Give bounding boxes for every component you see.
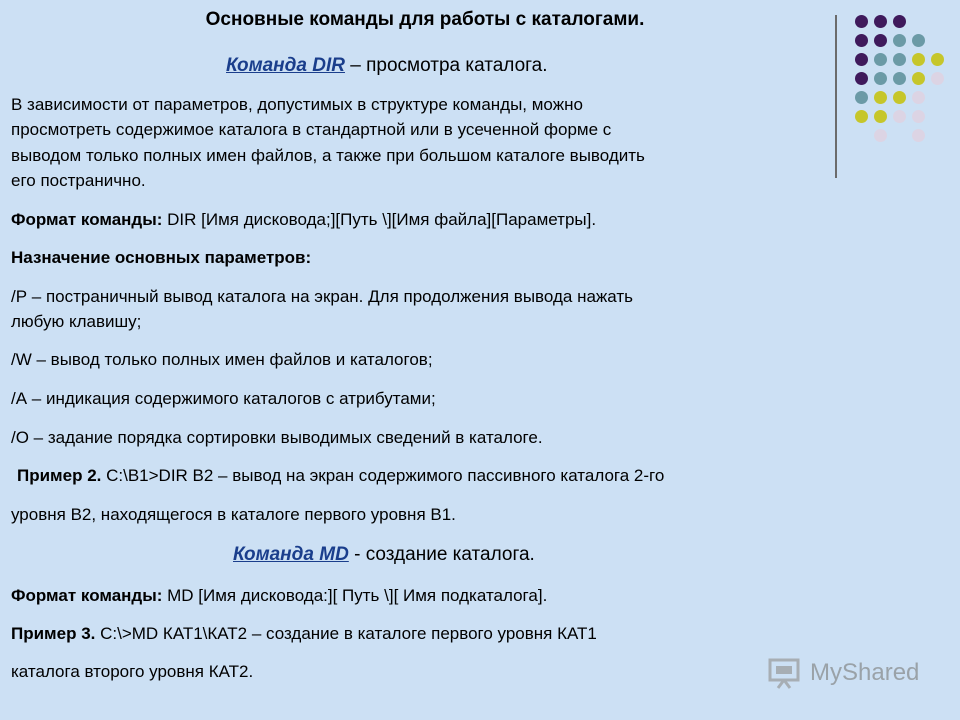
example-2-text-2: уровня В2, находящегося в каталоге первого уровня В1. [11,505,456,524]
decorative-dot [912,34,925,47]
md-format-label: Формат команды: [11,586,163,605]
param-o: /О – задание порядка сортировки выводимых сведений в каталоге. [11,428,543,447]
decorative-dot [893,110,906,123]
decorative-dot [893,91,906,104]
md-heading [233,545,535,565]
decorative-dot [893,34,906,47]
decorative-dot [912,53,925,66]
watermark-text: MyShared [810,659,920,686]
param-w: /W – вывод только полных имен файлов и каталогов; [11,350,433,369]
decorative-divider [835,15,837,178]
example-3-label: Пример 3. [11,624,96,643]
example-2-text: С:\В1>DIR В2 – вывод на экран содержимого пассивного каталога 2-го [101,466,665,485]
dir-description-line-1: В зависимости от параметров, допустимых в структуре команды, можно [11,95,583,114]
decorative-dot [931,53,944,66]
params-heading: Назначение основных параметров: [11,248,312,267]
decorative-dot [874,72,887,85]
dir-description-line-2: просмотреть содержимое каталога в стандартной или в усеченной форме с [11,120,612,139]
param-p-line-1: /Р – постраничный вывод каталога на экран. Для продолжения вывода нажать [11,287,634,306]
projector-screen-icon [768,658,804,690]
dir-description-line-3: выводом только полных имен файлов, а также при большом каталоге выводить [11,146,645,165]
page-title: Основные команды для работы с каталогами. [205,9,645,30]
decorative-dot [855,34,868,47]
md-command-link[interactable]: Команда MD [233,544,349,565]
decorative-dot [874,15,887,28]
dir-format [11,210,596,230]
decorative-dot [874,53,887,66]
decorative-dot [855,72,868,85]
decorative-dot [912,110,925,123]
decorative-dot-grid [855,15,955,155]
decorative-dot [855,91,868,104]
decorative-dot [893,72,906,85]
example-2-label: Пример 2. [17,466,102,485]
example-3-text: C:\>MD КАТ1\КАТ2 – создание в каталоге первого уровня КАТ1 [95,624,597,643]
example-3 [11,624,597,644]
example-3-text-2: каталога второго уровня КАТ2. [11,662,254,681]
example-2 [17,466,664,486]
decorative-dot [855,15,868,28]
dir-format-value: DIR [Имя дисковода;][Путь \][Имя файла][Параметры]. [162,210,597,229]
decorative-dot [855,110,868,123]
decorative-dot [893,15,906,28]
param-a: /А – индикация содержимого каталогов с атрибутами; [11,389,436,408]
watermark [768,657,928,691]
md-heading-rest: - создание каталога. [348,544,535,565]
decorative-dot [912,129,925,142]
dir-description-line-4: его постранично. [11,171,146,190]
dir-format-label: Формат команды: [11,210,163,229]
md-format-value: MD [Имя дисковода:][ Путь \][ Имя подкаталога]. [162,586,548,605]
param-p-line-2: любую клавишу; [11,312,142,331]
decorative-dot [893,53,906,66]
decorative-dot [874,110,887,123]
dir-command-link[interactable]: Команда DIR [226,55,345,76]
decorative-dot [912,91,925,104]
decorative-dot [874,34,887,47]
decorative-dot [874,91,887,104]
decorative-dot [912,72,925,85]
md-format [11,586,547,606]
decorative-dot [874,129,887,142]
dir-heading-rest: – просмотра каталога. [344,55,548,76]
decorative-dot [855,53,868,66]
dir-heading [226,56,548,76]
decorative-dot [931,72,944,85]
